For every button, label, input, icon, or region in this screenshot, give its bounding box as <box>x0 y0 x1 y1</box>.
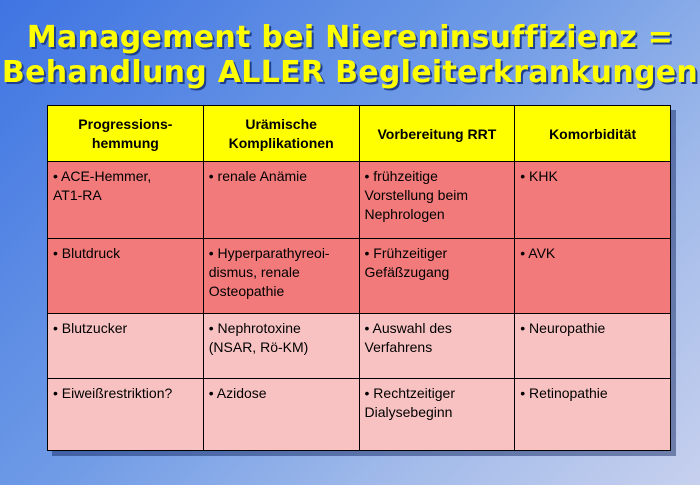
table-cell: • frühzeitige Vorstellung beim Nephrologen <box>359 162 515 239</box>
table-cell: • KHK <box>515 162 671 239</box>
table-cell: • Blutdruck <box>48 238 204 314</box>
header-progressionshemmung: Progressions- hemmung <box>48 106 204 162</box>
table-cell: • Nephrotoxine (NSAR, Rö-KM) <box>203 314 359 378</box>
header-vorbereitung-rrt: Vorbereitung RRT <box>359 106 515 162</box>
table-cell: • AVK <box>515 238 671 314</box>
table-cell: • Frühzeitiger Gefäßzugang <box>359 238 515 314</box>
table-cell: • Auswahl des Verfahrens <box>359 314 515 378</box>
table-cell: • Blutzucker <box>48 314 204 378</box>
table-cell: • Azidose <box>203 378 359 450</box>
table-header-row <box>48 106 671 162</box>
table-cell: • Rechtzeitiger Dialysebeginn <box>359 378 515 450</box>
table-cell: • ACE-Hemmer, AT1-RA <box>48 162 204 239</box>
table-cell: • Neuropathie <box>515 314 671 378</box>
table-cell: • Retinopathie <box>515 378 671 450</box>
table-cell: • renale Anämie <box>203 162 359 239</box>
title-line-1: Management bei Niereninsuffizienz = <box>26 20 674 55</box>
table-row <box>48 162 671 239</box>
table-row <box>48 314 671 378</box>
header-uraemische-komplikationen: Urämische Komplikationen <box>203 106 359 162</box>
table-row <box>48 378 671 450</box>
slide-title <box>0 20 700 90</box>
header-komorbiditaet: Komorbidität <box>515 106 671 162</box>
management-table <box>47 105 671 451</box>
table-row <box>48 238 671 314</box>
table-cell: • Hyperparathyreoi- dismus, renale Osteopathie <box>203 238 359 314</box>
title-line-2: Behandlung ALLER Begleiterkrankungen <box>1 55 699 90</box>
table-cell: • Eiweißrestriktion? <box>48 378 204 450</box>
